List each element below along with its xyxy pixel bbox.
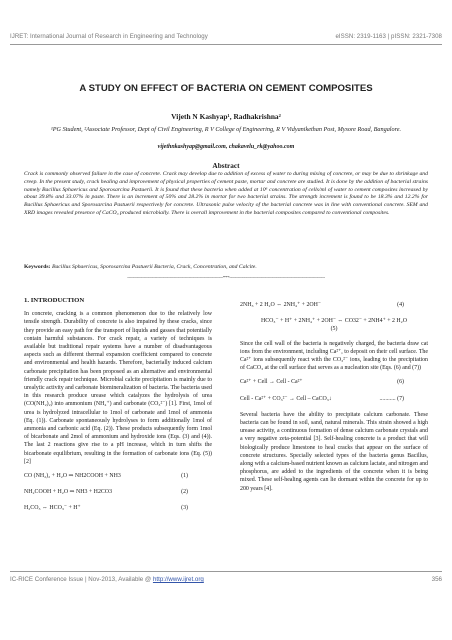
equation-number: (2) bbox=[181, 489, 188, 496]
journal-link[interactable]: http://www.ijret.org bbox=[152, 576, 204, 583]
bacteria-paragraph: Several bacteria have the ability to precipitate calcium carbonate. These bacteria can be found in soil, sand, natural minerals. This strain showed a high urease activity, a continuous formation of dense calcium carbonate crystals and a very negative zeta-potential [3]. Self-healing concrete is a product that will biologically produce limestone to heal cracks that appear on the surface of concrete structures. Specially selected types of the bacteria genus Bacillus, along with a calcium-based nutrient known as calcium lactate, and nitrogen and phosphorus, are added to the ingredients of the concrete when it is being mixed. These self-healing agents can lie dormant within the concrete for up to 200 years [4]. bbox=[240, 411, 428, 492]
equation-3 bbox=[24, 504, 212, 512]
conference-text: IC-RICE Conference Issue | Nov-2013, Available @ bbox=[10, 576, 153, 583]
equation-text: NH₂COOH + H₂O ⇒ NH3 + H2CO3 bbox=[24, 489, 113, 496]
equation-5 bbox=[240, 317, 428, 333]
abstract-heading: Abstract bbox=[212, 161, 240, 170]
equation-text: Ca²⁺ + Cell → Cell - Ca²⁺ bbox=[240, 379, 303, 386]
equation-text: H₂CO₃ ⇔ HCO₃⁻ + H⁺ bbox=[24, 505, 81, 512]
section-heading: 1. INTRODUCTION bbox=[24, 297, 85, 304]
equation-number: (5) bbox=[330, 326, 338, 333]
section-separator: ----------------------------------------------------------------------***---------------------------------------------------------------------- bbox=[127, 276, 325, 281]
left-column bbox=[24, 297, 212, 521]
equation-number: ........... (7) bbox=[379, 395, 404, 402]
abstract-text: Crack is commonly observed failure in the case of concrete. Crack may develop due to addition of excess of water to during mixing of concrete, or may be due to shrinkage and creep. In the present study, crack healing and improvement of physical properties of cement paste, mortar and concrete are studied. It is done by the addition of bacterial strains namely Bacillus Sphaericus and Sporosarcina Pastuerii. It is found that these bacteria when added at 10⁶ concentration of cells/ml of water to cement composites increased by about 39.8% and 33.07% in paste. There is an increment of 50% and 28.2% in mortar for two bacterial strains. The strength increment is found to be 18.3% and 12.2% for Bacillus Sphaericus and Sporosarcina Pastuerii respectively for concrete. Ultrasonic pulse velocity of the bacterial concrete was in line with conventional concrete. SEM and XRD images revealed presence of CaCO₃ produced microbially. There is overall improvement in the bacterial composites compared to conventional composites. bbox=[24, 171, 428, 216]
equation-7 bbox=[240, 395, 428, 403]
page-number: 356 bbox=[431, 576, 442, 583]
equation-text: 2NH₃ + 2 H₂O ⇔ 2NH₄⁺ + 2OH⁻ bbox=[240, 302, 322, 308]
header-divider bbox=[10, 44, 442, 45]
equation-text: Cell - Ca²⁺ + CO₃²⁻ → Cell – CaCO₃↓ bbox=[240, 395, 332, 402]
equation-text: HCO₃⁻ + H⁺ + 2NH₄⁺ + 2OH⁻ ⇔ CO32⁻ + 2NH4⁺ + 2 H₂O bbox=[261, 318, 407, 325]
equation-number: (6) bbox=[397, 379, 404, 386]
running-header bbox=[10, 33, 442, 40]
equation-number: (1) bbox=[181, 473, 188, 480]
affiliation: ¹PG Student, ²Associate Professor, Dept of Civil Engineering, R V College of Engineering, R V Vidyanikethan Post, Mysore Road, Bangalore. bbox=[50, 126, 402, 133]
keywords bbox=[24, 264, 428, 270]
keywords-label: Keywords: bbox=[24, 264, 51, 270]
authors: Vijeth N Kashyap¹, Radhakrishna² bbox=[171, 112, 281, 121]
author-emails: vijethnkashyap@gmail.com, chakavelu_rk@yahoo.com bbox=[157, 144, 295, 150]
right-column bbox=[240, 297, 428, 499]
intro-paragraph: In concrete, cracking is a common phenomenon due to the relatively low tensile strength. Durability of concrete is also impaired by these cracks, since they provide an easy path for the transport of liquids and gasses that potentially contain harmful substances. For crack repair, a variety of techniques is available but traditional repair systems have a number of disadvantageous aspects such as different thermal expansion coefficient compared to concrete and environmental and health hazards. Therefore, bacterially induced calcium carbonate precipitation has been proposed as an alternative and environmental friendly crack repair technique. Microbial calcite precipitation is mainly due to urealytic activity and carbonate biomineralization of bacteria. The bacteria used in this research produce urease which catalyzes the hydrolysis of urea (CO(NH₂)₂) into ammonium (NH₄⁺) and carbonate (CO₃²⁻) [1]. First, 1mol of urea is hydrolyzed intracellular to 1mol of carbonate and 1mol of ammonia (Eq. (1)). Carbonate spontaneously hydrolyses to form additionally 1mol of ammonia and carbonic acid (Eq. (2)). These products subsequently form 1mol of bicarbonate and 2mol of ammonium and hydroxide ions (Eqs. (3) and (4)). The last 2 reactions give rise to a pH increase, which in turn shifts the bicarbonate equilibrium, resulting in the formation of carbonate ions (Eq. (5)) [2] bbox=[24, 311, 212, 465]
page-footer bbox=[10, 576, 442, 583]
equation-number: (3) bbox=[181, 505, 188, 512]
paper-title: A STUDY ON EFFECT OF BACTERIA ON CEMENT COMPOSITES bbox=[79, 83, 373, 94]
equation-text: CO (NH₂)₂ + H₂O ⇒ NH2COOH + NH3 bbox=[24, 473, 121, 480]
equation-6 bbox=[240, 378, 428, 386]
equation-2 bbox=[24, 488, 212, 496]
footer-conference bbox=[10, 576, 204, 583]
equation-4 bbox=[240, 301, 428, 309]
cell-wall-paragraph: Since the cell wall of the bacteria is negatively charged, the bacteria draw cat ions from the environment, including Ca²⁺, to deposit on their cell surface. The Ca²⁺ ions subsequently react with the CO₃²⁻ ions, leading to the precipitation of CaCO₃ at the cell surface that serves as a nucleation site (Eqs. (6) and (7)) bbox=[240, 340, 428, 372]
keywords-text: Bacillus Sphaericus, Sporosarcina Pastuerii Bacteria, Crack, Concentration, and Calcite. bbox=[51, 264, 257, 270]
footer-divider bbox=[10, 571, 442, 572]
journal-name: IJRET: International Journal of Research in Engineering and Technology bbox=[10, 33, 208, 40]
equation-number: (4) bbox=[397, 302, 404, 308]
equation-1 bbox=[24, 472, 212, 480]
issn: eISSN: 2319-1163 | pISSN: 2321-7308 bbox=[335, 33, 442, 40]
